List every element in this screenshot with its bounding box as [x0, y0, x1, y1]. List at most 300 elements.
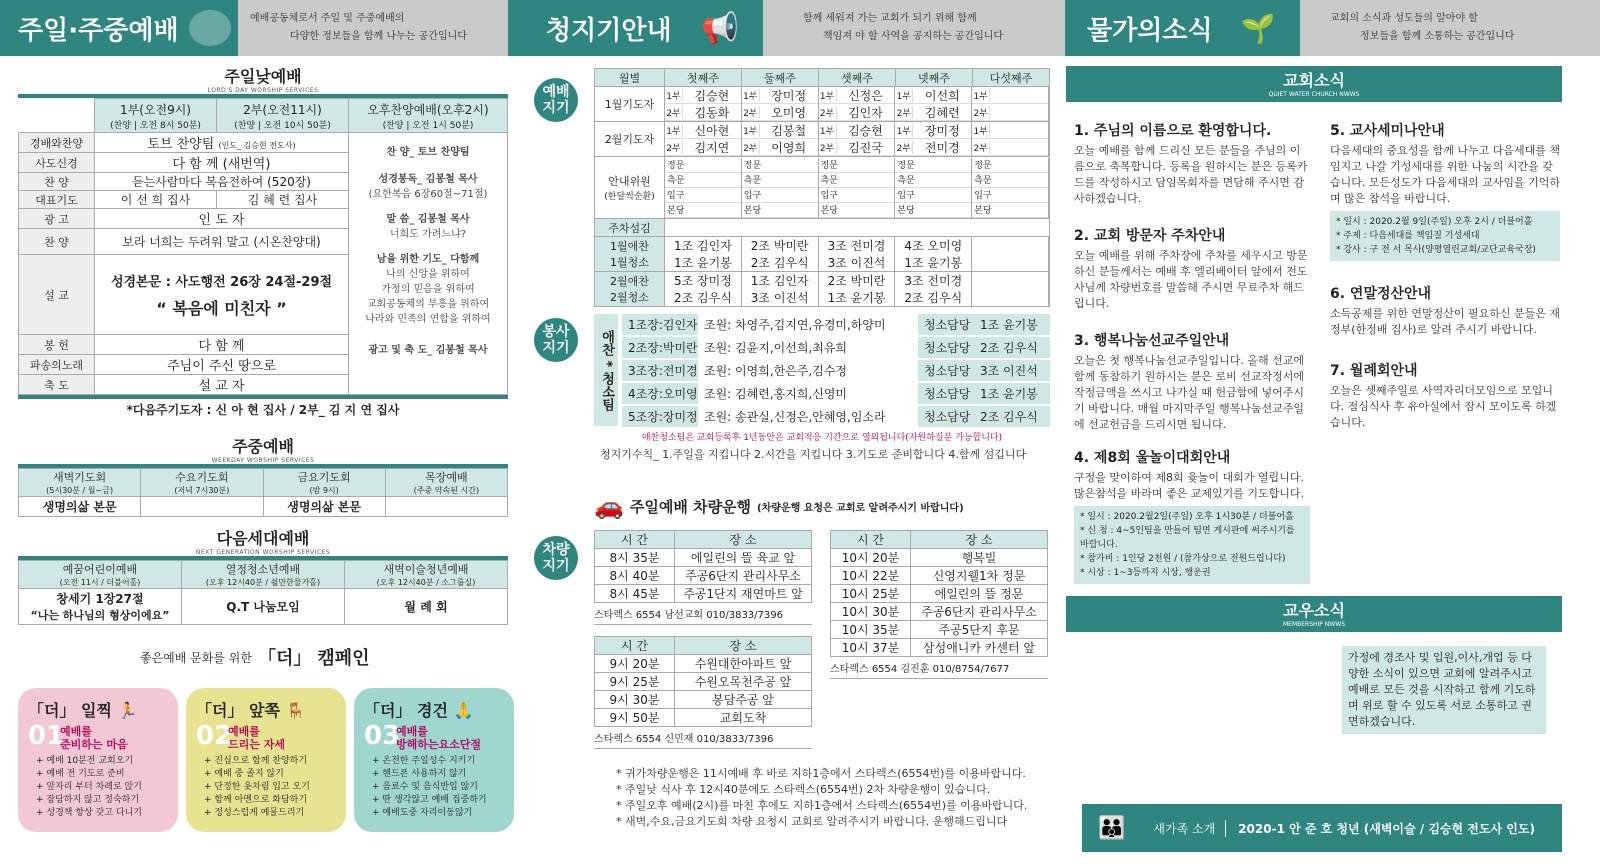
pm-line: 가정의 믿음을 위하여	[381, 284, 475, 295]
pm-line: 성경봉독_ 김봉철 목사	[378, 174, 478, 185]
card-item: + 예배도중 자리이동않기	[372, 808, 473, 818]
news-detail-box	[1330, 211, 1560, 261]
box-line: * 신 청 : 4~5인팀을 만들어 팀면 게시판에 써주시기를 바랍니다.	[1080, 526, 1295, 550]
card-subtitle: 준비하는 마음	[60, 738, 128, 751]
parking-label: 주차섬김	[595, 219, 665, 237]
usher-position: 입구	[972, 188, 1048, 203]
nextgen-value	[182, 589, 345, 625]
route-footer: 스타렉스 6554 신민재 010/3833/7396	[594, 727, 812, 749]
weekday-title: 주중예배	[232, 437, 294, 456]
news-body: 다음세대의 중요성을 함께 나누고 다음세대를 책임지고 나갈 기성세대를 위한 나눔의 시간을 갖습니다. 모든성도가 다음세대의 교사임을 기억하며 많은 참석을 바랍니다.	[1330, 144, 1561, 205]
weekday-value	[385, 497, 507, 517]
route-row	[831, 549, 1048, 567]
campaign-suffix: 캠페인	[317, 648, 370, 669]
crew-gap	[622, 427, 1050, 429]
desc-line: 교회의 소식과 성도들의 알아야 할	[1330, 13, 1478, 24]
church-news-banner	[1066, 66, 1562, 102]
meal-grid-jan	[665, 237, 1050, 272]
duty-name: 김봉철	[771, 123, 807, 138]
card-subtitle: 예배를	[396, 725, 428, 738]
weekday-subtitle: WEEKDAY WORSHIP SERVICES	[211, 457, 315, 464]
runner-icon: 🏃	[117, 701, 138, 720]
week-heading: 넷째주	[896, 69, 973, 87]
crew-clean-label: 청소담당	[918, 337, 974, 358]
nextgen-v2: “나는 하나님의 형상이에요”	[30, 609, 170, 622]
route-place: 에일린의 뜰 정문	[911, 585, 1048, 603]
meal-team: 1조 윤기봉	[673, 256, 732, 270]
nextgen-time: (오후 12시40분 / 소그룹실)	[376, 578, 476, 587]
route-row	[595, 709, 812, 727]
section-title-steward: 청지기안내	[546, 15, 672, 46]
member-news-banner	[1066, 596, 1562, 632]
place-heading: 장 소	[911, 531, 1048, 549]
card-number: 02	[196, 721, 233, 751]
route-time: 9시 25분	[595, 673, 675, 691]
crew-clean-who: 2조 김우식	[974, 406, 1050, 427]
route-time: 10시 30분	[831, 603, 911, 621]
crew-leader: 4조장:오미영	[622, 383, 698, 404]
meal-team: 3조 전미경	[827, 239, 886, 253]
next-pray: *다음주기도자 : 신 아 현 집사 / 2부_ 김 지 연 집사	[18, 395, 508, 418]
row-value-text: 토브 찬양팀	[147, 137, 215, 152]
route-row	[831, 639, 1048, 657]
box-line: * 참가비 : 1인당 2천원 / (참가상으로 전원드립니다)	[1080, 554, 1286, 564]
usher-position: 정문	[972, 158, 1048, 173]
duty-name: 장미정	[771, 88, 807, 103]
route-time: 9시 50분	[595, 709, 675, 727]
crew-row	[622, 383, 1050, 404]
meal-team: 4조 오미영	[904, 239, 963, 253]
meal-label	[595, 237, 665, 272]
weekday-time: (5시30분 / 월~금)	[46, 486, 114, 495]
news-body: 오늘은 첫 행복나눔선교주일입니다. 올해 선교에 함께 동참하기 원하시는 분은 로비 선교작정서에 작정금액을 쓰시고 나가실 때 헌금함에 넣어주시기 바랍니다. 매월 마지막주일 행복나눔선교주일에 선교헌금을 드리시면 됩니다.	[1074, 354, 1305, 431]
vehicle-notes	[616, 766, 1056, 830]
duty-row	[742, 87, 818, 104]
box-line: * 시상 : 1~3등까지 시상, 행운권	[1080, 568, 1211, 578]
weekday-name: 금요기도회	[297, 471, 351, 484]
badge-text: 봉사 지기	[542, 324, 570, 356]
pm-line: 찬 양_ 토브 찬양팀	[386, 147, 470, 158]
weekday-col-head	[385, 469, 507, 497]
worship-duty-badge	[534, 78, 578, 122]
usher-position: 정문	[895, 158, 971, 173]
meal-team: 2조 박미란	[750, 239, 809, 253]
row-label: 사도신경	[19, 153, 95, 173]
pm-line: 교회공동체의 부흥을 위하여	[366, 299, 490, 310]
card-subtitle: 방해하는요소단절	[396, 738, 482, 751]
usher-grid	[665, 157, 1050, 219]
crew-clean-label: 청소담당	[918, 314, 974, 335]
route-head	[595, 637, 812, 655]
nextgen-v1: 창세기 1장27절	[56, 592, 144, 606]
meal-team: 1조 김인자	[750, 274, 809, 288]
meal-grid-feb	[665, 272, 1050, 307]
nextgen-v1: 월 례 회	[404, 600, 448, 614]
member-news-subtitle: MEMBERSHIP NWWS	[1283, 621, 1345, 628]
praying-icon: 🙏	[453, 701, 474, 720]
section-desc-worship	[238, 0, 508, 56]
campaign-card-front	[186, 688, 346, 832]
meal-team: 2조 김우식	[904, 291, 963, 305]
weekday-table	[18, 468, 508, 517]
nextgen-v1: Q.T 나눔모임	[226, 600, 300, 614]
card-number: 01	[28, 721, 65, 751]
vehicle-badge	[534, 536, 578, 580]
duty-name: 김혜련	[924, 105, 960, 120]
route-1	[594, 530, 812, 625]
week-column	[895, 87, 972, 121]
route-place: 주공6단지 관리사무소	[911, 603, 1048, 621]
news-body: 오늘 예배를 위해 주차장에 주차를 세우시고 방문하신 분들께서는 예배 후 엘리베이터 앞에서 전도사님께 차량번호를 말씀해 주시면 무료주차 해드립니다.	[1074, 249, 1308, 310]
row-value: 듣는사람마다 복음전하여 (520장)	[95, 173, 349, 191]
lords-day-section	[18, 64, 508, 418]
usher-position: 입구	[665, 188, 741, 203]
slot-label: 2부	[972, 141, 990, 154]
section-header-news	[1065, 0, 1300, 56]
desc-line: 다양한 정보들을 함께 나누는 공간입니다	[290, 31, 467, 42]
meal-team: 1조 윤기봉	[827, 291, 886, 305]
route-footer: 스타렉스 6554 남선교회 010/3833/7396	[594, 603, 812, 625]
time-heading: 시 간	[595, 531, 675, 549]
news-heading: 4. 제8회 울놀이대회안내	[1074, 450, 1231, 466]
week-column	[742, 237, 819, 271]
meal-team: 3조 이진석	[827, 256, 886, 270]
megaphone-icon: 📢	[701, 10, 739, 46]
slot-label: 2부	[665, 106, 683, 119]
route-row	[595, 673, 812, 691]
route-time: 9시 30분	[595, 691, 675, 709]
card-word: 앞쪽	[249, 701, 280, 720]
section-desc-steward	[763, 0, 1065, 56]
weekday-value: 생명의삶 본문	[263, 497, 385, 517]
card-subtitle: 예배를	[228, 725, 260, 738]
campaign-card-reverent	[354, 688, 514, 832]
usher-position: 측문	[972, 173, 1048, 188]
row-label: 설 교	[19, 255, 95, 335]
crew-clean-who: 1조 윤기봉	[974, 314, 1050, 335]
week-column	[895, 122, 972, 156]
week-column	[819, 87, 896, 121]
usher-position: 입구	[819, 188, 895, 203]
sermon-text: 성경본문 : 사도행전 26장 24절-29절	[110, 274, 333, 290]
route-place: 주공1단지 재연마트 앞	[675, 585, 812, 603]
crew-note: 애찬청소팀은 교회등록후 1년동안은 교회적응 기간으로 열외됩니다(자원하실분 가능합니다)	[641, 433, 1003, 443]
newfamily-text: 2020-1 안 준 호 청년 (새벽이슬 / 김승현 전도사 인도)	[1238, 821, 1535, 836]
row-label: 찬 양	[19, 229, 95, 255]
col-heading: 1부(오전9시)	[119, 102, 191, 117]
slot-label: 1부	[742, 89, 760, 102]
place-heading: 장 소	[675, 637, 812, 655]
desc-line: 예배공동체로서 주일 및 주중예배의	[250, 13, 405, 24]
vehicle-title-row	[594, 492, 1054, 520]
meal-team: 2조 김우식	[750, 256, 809, 270]
crew-leader: 1조장:김인자	[622, 314, 698, 335]
route-time: 8시 35분	[595, 549, 675, 567]
church-news-title: 교회소식	[1283, 71, 1345, 90]
campaign-prefix: 좋은예배 문화를 위한	[140, 650, 252, 665]
weekday-col-head	[19, 469, 141, 497]
row-value	[95, 133, 349, 153]
slot-label: 1부	[895, 89, 913, 102]
pm-line: (요한복음 6장60절~71절)	[368, 189, 488, 200]
slot-label: 2부	[742, 141, 760, 154]
time-heading: 시 간	[831, 531, 911, 549]
nextgen-title: 다음세대예배	[216, 529, 310, 548]
news-heading: 5. 교사세미나안내	[1330, 123, 1445, 139]
duty-name: 장미정	[924, 123, 960, 138]
crew-row	[622, 360, 1050, 381]
week-column	[895, 237, 972, 271]
seated-icon: 🪑	[285, 701, 306, 720]
crew-members: 조원: 김혜련,홍지희,신영미	[704, 387, 847, 401]
weekday-col-head	[141, 469, 263, 497]
church-news-subtitle: QUIET WATER CHURCH NWWS	[1268, 91, 1360, 98]
nextgen-time: (오후 12시40분 / 쉴만한물가홀)	[205, 578, 321, 587]
card-item: + 예배 10분전 교회오기	[36, 756, 134, 766]
card-item: + 예배 중 졸지 않기	[204, 769, 284, 779]
route-place: 수원오목천주공 앞	[675, 673, 812, 691]
duty-row	[895, 87, 971, 104]
row-value: 인 도 자	[95, 209, 349, 229]
news-heading: 3. 행복나눔선교주일안내	[1074, 333, 1230, 349]
steward-rules: 청지기수칙_ 1.주일을 지킵니다 2.시간을 지킵니다 3.기도로 준비합니다 4.함께 섬깁니다	[600, 448, 1027, 461]
duty-name: 김인자	[848, 105, 883, 120]
pm-line: 남을 위한 기도_ 다함께	[376, 254, 480, 265]
card-mark: 「더」	[196, 701, 244, 720]
slot-label: 1부	[819, 89, 837, 102]
route-row	[831, 621, 1048, 639]
weekday-value	[141, 497, 263, 517]
row-label: 파송의노래	[19, 355, 95, 375]
card-item: + 성경책 항상 갖고 다니기	[36, 808, 142, 818]
crew-row	[622, 337, 1050, 358]
row-label: 축 도	[19, 375, 95, 395]
week-heading: 둘째주	[742, 69, 819, 87]
nextgen-value	[345, 589, 508, 625]
slot-label: 1부	[819, 124, 837, 137]
row-label: 광 고	[19, 209, 95, 229]
slot-label: 2부	[819, 141, 837, 154]
news-heading: 2. 교회 방문자 주차안내	[1074, 228, 1226, 244]
weekday-name: 목장예배	[425, 471, 468, 484]
crew-clean-label: 청소담당	[918, 360, 974, 381]
nextgen-col-head	[345, 561, 508, 589]
weekday-name: 새벽기도회	[53, 471, 107, 484]
duty-name: 김승현	[848, 123, 883, 138]
pm-line: 나라와 민족의 연합을 위하여	[365, 314, 491, 325]
week-column	[742, 272, 819, 306]
sermon-cell	[95, 255, 349, 335]
row-value: 이 선 희 집사	[95, 191, 217, 209]
lords-day-subtitle: LORD'S DAY WORSHIP SERVICES	[207, 87, 319, 94]
box-line: * 일시 : 2020.2월2일(주일) 오후 1시30분 / 더블어홀	[1080, 512, 1294, 522]
usher-position: 본당	[819, 203, 895, 218]
box-line: * 일시 : 2020.2월 9일(주일) 오후 2시 / 더블어홀	[1336, 217, 1533, 227]
duty-row	[665, 139, 741, 156]
crew-clean-who: 3조 이진석	[974, 360, 1050, 381]
duty-name: 신아현	[694, 123, 730, 138]
crew-clean-who: 2조 김우식	[974, 337, 1050, 358]
route-row	[831, 567, 1048, 585]
usher-position: 본당	[742, 203, 818, 218]
usher-sub: (한달씩순환)	[604, 192, 655, 202]
vehicle-note-line: * 귀가차량운행은 11시예배 후 바로 지하1층에서 스타렉스(6554번)를 이용바랍니다.	[616, 767, 1026, 780]
slot-label: 1부	[665, 89, 683, 102]
card-item: + 단정한 옷차림 입고 오기	[204, 782, 310, 792]
slot-label: 2부	[742, 106, 760, 119]
col-heading: 오후찬양예배(오후2시)	[367, 102, 489, 117]
crew-clean-label: 청소담당	[918, 383, 974, 404]
weekday-time: (밤 9시)	[309, 486, 339, 495]
section-header-steward	[508, 0, 763, 56]
card-item: + 온전한 주일성수 지키기	[372, 756, 476, 766]
duty-row	[972, 104, 1048, 121]
vehicle-note: (차량운행 요청은 교회로 알려주시기 바랍니다)	[757, 502, 964, 514]
route-row	[595, 567, 812, 585]
nextgen-name: 열정청소년예배	[225, 563, 301, 576]
pm-line: 너희도 가려느냐?	[389, 229, 467, 240]
row-value: 김 혜 련 집사	[217, 191, 349, 209]
meal-line: 1월애찬	[610, 240, 649, 253]
duty-row	[819, 139, 895, 156]
usher-position: 측문	[742, 173, 818, 188]
place-heading: 장 소	[675, 531, 812, 549]
vehicle-note-line: * 주일낮 식사 후 12시40분에도 스타렉스(6554번) 2차 차량운행이 있습니다.	[616, 783, 991, 796]
card-mark: 「더」	[364, 701, 412, 720]
route-row	[595, 691, 812, 709]
meal-line: 1월청소	[610, 256, 649, 269]
route-time: 10시 25분	[831, 585, 911, 603]
duty-row	[819, 104, 895, 121]
card-item: + 딴 생각않고 예배 집중하기	[372, 795, 487, 805]
week-column	[972, 158, 1049, 218]
section-header-worship	[0, 0, 238, 56]
meal-team: 5조 장미정	[673, 274, 732, 288]
time-heading: 시 간	[595, 637, 675, 655]
duty-row	[819, 122, 895, 139]
weekday-time: (저녁 7시30분)	[174, 486, 230, 495]
meal-team: 1조 김인자	[673, 239, 732, 253]
slot-label: 1부	[665, 124, 683, 137]
news-heading: 6. 연말정산안내	[1330, 286, 1432, 302]
vehicle-title: 주일예배 차량운행	[629, 497, 752, 516]
box-line: * 주제 : 다음세대를 책임질 기성세대	[1336, 231, 1480, 241]
usher-position: 본당	[972, 203, 1048, 218]
col-subheading: (찬양 | 오전 1시 50분)	[382, 120, 474, 131]
row-value: 다 함 께 (새번역)	[95, 153, 349, 173]
duty-name: 전미경	[924, 140, 960, 155]
section-title-news: 물가의소식	[1087, 15, 1213, 46]
week-column	[665, 87, 742, 121]
nextgen-table	[18, 560, 508, 625]
card-subtitle: 예배를	[60, 725, 92, 738]
duty-row	[742, 139, 818, 156]
route-row	[595, 549, 812, 567]
col-heading: 2부(오전11시)	[243, 102, 322, 117]
news-body: 구정을 맞이하여 제8회 윷놀이 대회가 열립니다. 많은참석을 바라며 좋은 교제있기를 기도합니다.	[1074, 471, 1305, 500]
desc-line: 정보들을 함께 소통하는 공간입니다	[1360, 31, 1515, 42]
row-value: 다 함 께	[95, 335, 349, 355]
duty-row	[665, 87, 741, 104]
news-detail-box	[1074, 506, 1310, 584]
meal-line: 2월애찬	[610, 275, 649, 288]
week-column	[819, 158, 896, 218]
week-heading: 다섯째주	[973, 69, 1050, 87]
lords-day-title: 주일낮예배	[224, 67, 302, 86]
car-icon: 🚗	[594, 492, 624, 520]
church-news-right	[1330, 120, 1560, 431]
pm-line: 말 씀_ 김봉철 목사	[386, 214, 470, 225]
week-column	[742, 122, 819, 156]
route-footer: 스타렉스 6554 김진훈 010/8754/7677	[830, 657, 1048, 679]
week-column	[972, 272, 1049, 306]
route-place: 에일린의 뜰 육교 앞	[675, 549, 812, 567]
lords-day-table	[18, 98, 508, 395]
route-row	[595, 585, 812, 603]
worship-duty-table	[594, 68, 1050, 307]
row-label: 봉 헌	[19, 335, 95, 355]
nextgen-subtitle: NEXT GENERATION WORSHIP SERVICES	[195, 549, 331, 556]
card-item: + 함께 아멘으로 화답하기	[204, 795, 308, 805]
weekday-name: 수요기도회	[175, 471, 229, 484]
meal-team: 2조 김우식	[673, 291, 732, 305]
nextgen-col-head	[19, 561, 182, 589]
card-word: 일찍	[81, 701, 112, 720]
slot-label: 1부	[895, 124, 913, 137]
duty-name: 김지연	[694, 140, 730, 155]
week-column	[895, 158, 972, 218]
route-place: 교회도착	[675, 709, 812, 727]
row-label: 찬 양	[19, 173, 95, 191]
duty-row	[895, 139, 971, 156]
duty-row	[972, 122, 1048, 139]
weekday-value: 생명의삶 본문	[19, 497, 141, 517]
card-item: + 앞자리 부터 차례로 앉기	[36, 782, 142, 792]
duty-name: 김진국	[848, 140, 883, 155]
card-item: + 잡담하지 않고 정숙하기	[36, 795, 140, 805]
card-item: + 정성스럽게 예물드리기	[204, 808, 305, 818]
news-body: 소득공제를 위한 연말정산이 필요하신 분들은 재정부(한정배 집사)로 알려 주시기 바랍니다.	[1330, 307, 1561, 336]
weekday-col-head	[263, 469, 385, 497]
duty-name: 김승현	[694, 88, 730, 103]
section-desc-news	[1300, 0, 1600, 56]
pm-line: 나의 신앙을 위하여	[386, 269, 470, 280]
slot-label: 2부	[972, 106, 990, 119]
card-item: + 예배 전 기도로 준비	[36, 769, 125, 779]
newfamily-bar	[1082, 804, 1562, 852]
duty-row	[665, 104, 741, 121]
crew-row	[622, 314, 1050, 335]
nextgen-value	[19, 589, 182, 625]
slot-label: 1부	[972, 89, 990, 102]
news-body: 오늘은 셋째주일로 사역자리더모임으로 모입니다. 점심식사 후 유아실에서 잠시 모이도록 하겠습니다.	[1330, 384, 1557, 429]
duty-row	[665, 122, 741, 139]
route-time: 10시 35분	[831, 621, 911, 639]
duty-name: 이영희	[771, 140, 807, 155]
member-news-text: 가정에 경조사 및 입원,이사,개업 등 다양한 소식이 있으면 교회에 알려주시고 예배로 모든 것을 시작하고 함께 기도하며 위로 할 수 있도록 서로 소통하고 권면하겠습니다.	[1342, 646, 1546, 734]
route-2	[594, 636, 812, 749]
col-subheading: (찬양 | 오전 8시 50분)	[110, 120, 201, 131]
sermon-title: “ 복음에 미친자 ”	[156, 298, 287, 318]
card-item: + 핸드폰 사용하지 않기	[372, 769, 467, 779]
news-heading: 1. 주님의 이름으로 환영합니다.	[1074, 123, 1272, 139]
week-column	[665, 122, 742, 156]
route-head	[831, 531, 1048, 549]
desc-line: 함께 세워져 가는 교회가 되기 위해 함께	[803, 13, 977, 24]
meal-team: 2조 박미란	[827, 274, 886, 288]
news-heading: 7. 월례회안내	[1330, 363, 1418, 379]
usher-position: 측문	[895, 173, 971, 188]
